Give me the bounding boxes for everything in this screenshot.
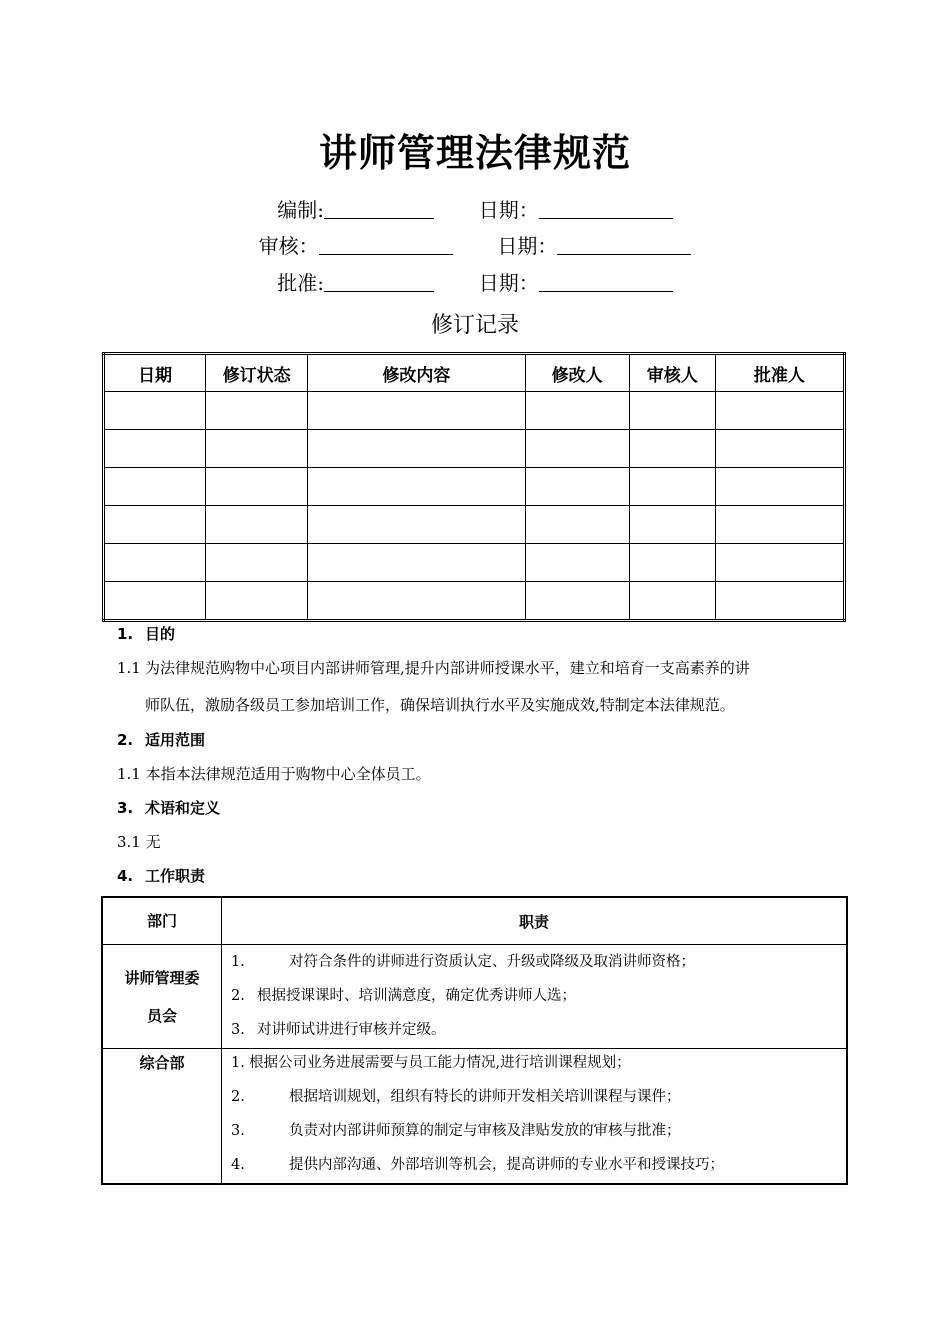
table-cell[interactable] xyxy=(629,430,715,468)
paragraph-purpose-line-1 xyxy=(117,657,750,678)
table-cell[interactable] xyxy=(308,468,525,506)
duties-header-duty: 职责 xyxy=(222,897,848,945)
item-number: 1. xyxy=(231,1055,245,1071)
duties-table xyxy=(101,896,848,1185)
review-blank[interactable] xyxy=(319,234,453,255)
paragraph-scope: 1.1 本指本法律规范适用于购物中心全体员工。 xyxy=(117,765,431,783)
table-cell[interactable] xyxy=(525,506,629,544)
signoff-row-approve xyxy=(0,267,950,296)
table-cell[interactable] xyxy=(629,392,715,430)
table-cell[interactable] xyxy=(308,544,525,582)
table-cell[interactable] xyxy=(629,506,715,544)
paragraph-number: 1.1 xyxy=(117,659,141,677)
table-cell[interactable] xyxy=(629,582,715,621)
date-blank[interactable] xyxy=(557,234,691,255)
dept-name-line: 综合部 xyxy=(139,1054,185,1072)
duty-cell xyxy=(222,1049,848,1185)
paragraph-purpose-line-2: 师队伍，激励各级员工参加培训工作，确保培训执行水平及实施成效,特制定本法律规范。 xyxy=(145,696,735,714)
table-cell[interactable] xyxy=(206,582,308,621)
item-number: 2. xyxy=(231,988,245,1004)
review-label: 审核： xyxy=(258,234,319,258)
table-cell[interactable] xyxy=(525,430,629,468)
section-heading-purpose xyxy=(117,623,175,644)
dept-cell xyxy=(102,945,222,1049)
compile-blank[interactable] xyxy=(324,198,434,219)
section-heading-scope xyxy=(117,729,205,750)
date-blank[interactable] xyxy=(539,198,673,219)
table-row xyxy=(102,1049,847,1185)
item-number: 3. xyxy=(231,1022,245,1038)
table-cell[interactable] xyxy=(715,392,844,430)
table-row xyxy=(104,468,845,506)
duties-header-dept: 部门 xyxy=(102,897,222,945)
section-heading-duties xyxy=(117,865,205,886)
table-cell[interactable] xyxy=(525,582,629,621)
section-title: 目的 xyxy=(145,625,176,643)
approve-label: 批准: xyxy=(277,271,325,295)
item-text: 根据公司业务进展需要与员工能力情况,进行培训课程规划； xyxy=(249,1055,631,1071)
document-title: 讲师管理法律规范 xyxy=(318,131,631,175)
list-item xyxy=(223,1148,845,1182)
revision-header-cell: 审核人 xyxy=(629,354,715,392)
approve-blank[interactable] xyxy=(324,271,434,292)
item-text: 对符合条件的讲师进行资质认定、升级或降级及取消讲师资格； xyxy=(289,954,695,970)
dept-cell xyxy=(102,1049,222,1185)
table-cell[interactable] xyxy=(104,468,206,506)
list-item xyxy=(223,1013,845,1047)
signoff-row-review xyxy=(0,230,950,259)
section-number: 3. xyxy=(117,799,134,817)
table-cell[interactable] xyxy=(206,468,308,506)
table-cell[interactable] xyxy=(206,544,308,582)
table-cell[interactable] xyxy=(104,430,206,468)
item-number: 4. xyxy=(231,1157,245,1173)
section-heading-terms xyxy=(117,797,220,818)
table-cell[interactable] xyxy=(715,544,844,582)
date-label: 日期： xyxy=(478,198,539,222)
table-cell[interactable] xyxy=(308,430,525,468)
table-cell[interactable] xyxy=(525,544,629,582)
item-number: 1. xyxy=(231,954,245,970)
table-cell[interactable] xyxy=(525,468,629,506)
table-cell[interactable] xyxy=(629,468,715,506)
table-cell[interactable] xyxy=(206,430,308,468)
paragraph-terms: 3.1 无 xyxy=(117,833,161,851)
table-row xyxy=(104,506,845,544)
revision-header-cell: 批准人 xyxy=(715,354,844,392)
revision-header-cell: 修改人 xyxy=(525,354,629,392)
date-label: 日期： xyxy=(497,234,558,258)
item-number: 3. xyxy=(231,1123,245,1139)
table-cell[interactable] xyxy=(308,506,525,544)
table-row xyxy=(104,392,845,430)
item-text: 根据培训规划，组织有特长的讲师开发相关培训课程与课件； xyxy=(289,1089,681,1105)
table-cell[interactable] xyxy=(104,392,206,430)
table-cell[interactable] xyxy=(629,544,715,582)
section-title: 适用范围 xyxy=(145,731,206,749)
list-item xyxy=(223,1114,845,1148)
table-cell[interactable] xyxy=(104,544,206,582)
dept-name-line: 讲师管理委 xyxy=(124,969,200,987)
item-text: 根据授课课时、培训满意度，确定优秀讲师人选； xyxy=(257,988,576,1004)
table-cell[interactable] xyxy=(104,582,206,621)
date-blank[interactable] xyxy=(539,271,673,292)
duties-header-row xyxy=(102,897,847,945)
table-cell[interactable] xyxy=(525,392,629,430)
table-cell[interactable] xyxy=(308,582,525,621)
paragraph-text: 为法律规范购物中心项目内部讲师管理,提升内部讲师授课水平，建立和培育一支高素养的讲 xyxy=(145,659,750,677)
section-title: 工作职责 xyxy=(145,867,206,885)
item-text: 对讲师试讲进行审核并定级。 xyxy=(257,1022,446,1038)
revision-table xyxy=(102,352,846,622)
table-row xyxy=(104,582,845,621)
date-label: 日期： xyxy=(478,271,539,295)
revision-header-cell: 日期 xyxy=(104,354,206,392)
table-row xyxy=(104,544,845,582)
table-cell[interactable] xyxy=(715,506,844,544)
table-row xyxy=(102,945,847,1049)
table-cell[interactable] xyxy=(206,392,308,430)
section-title: 术语和定义 xyxy=(145,799,221,817)
revision-title: 修订记录 xyxy=(430,313,519,338)
section-number: 4. xyxy=(117,867,134,885)
item-text: 提供内部沟通、外部培训等机会，提高讲师的专业水平和授课技巧； xyxy=(289,1157,724,1173)
duty-cell xyxy=(222,945,848,1049)
section-number: 1. xyxy=(117,625,134,643)
signoff-row-compile xyxy=(0,194,950,223)
list-item xyxy=(223,945,845,979)
section-number: 2. xyxy=(117,731,134,749)
revision-header-cell: 修改内容 xyxy=(308,354,525,392)
table-cell[interactable] xyxy=(715,468,844,506)
table-cell[interactable] xyxy=(715,430,844,468)
compile-label: 编制: xyxy=(277,198,325,222)
table-cell[interactable] xyxy=(206,506,308,544)
table-row xyxy=(104,430,845,468)
item-number: 2. xyxy=(231,1089,245,1105)
revision-header-cell: 修订状态 xyxy=(206,354,308,392)
dept-name-line: 员会 xyxy=(146,1007,177,1025)
table-cell[interactable] xyxy=(715,582,844,621)
list-item xyxy=(223,1080,845,1114)
list-item xyxy=(223,979,845,1013)
table-cell[interactable] xyxy=(104,506,206,544)
revision-header-row xyxy=(104,354,845,392)
table-cell[interactable] xyxy=(308,392,525,430)
item-text: 负责对内部讲师预算的制定与审核及津贴发放的审核与批准； xyxy=(289,1123,681,1139)
list-item xyxy=(223,1050,845,1080)
